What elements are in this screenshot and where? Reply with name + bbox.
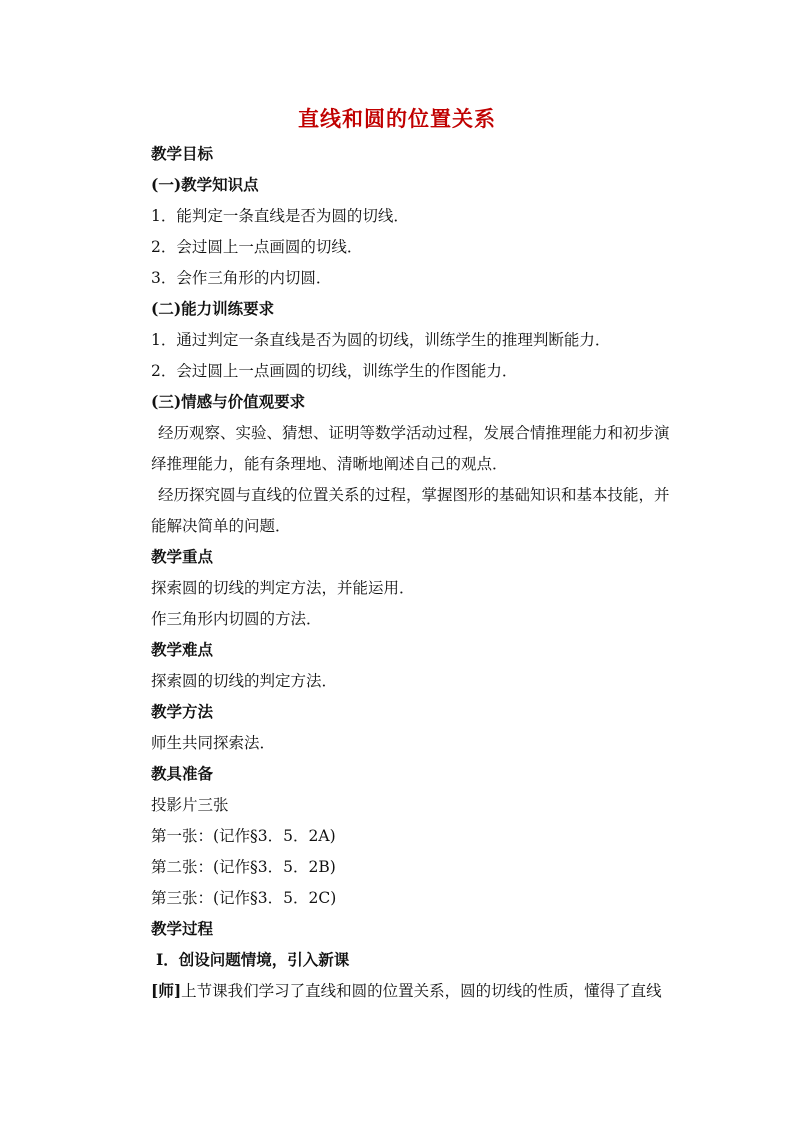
heading-values-requirements: (三)情感与价值观要求 xyxy=(151,392,306,411)
paragraph-line: 经历探究圆与直线的位置关系的过程，掌握图形的基础知识和基本技能，并 xyxy=(127,486,670,504)
list-item: 2．会过圆上一点画圆的切线，训练学生的作图能力． xyxy=(151,362,518,380)
heading-key-points: 教学重点 xyxy=(151,547,214,566)
speaker-tag: [师] xyxy=(151,981,182,1000)
paragraph-line: 第一张：(记作§3．5．2A) xyxy=(151,827,336,845)
paragraph-line: 第二张：(记作§3．5．2B) xyxy=(151,858,336,876)
heading-teaching-goals: 教学目标 xyxy=(151,144,214,163)
paragraph-line xyxy=(151,980,681,1002)
list-item: 3．会作三角形的内切圆． xyxy=(151,269,332,287)
paragraph-line: 师生共同探索法． xyxy=(151,734,276,752)
list-item: 2．会过圆上一点画圆的切线． xyxy=(151,238,363,256)
paragraph-line: 探索圆的切线的判定方法． xyxy=(151,672,338,690)
list-item: 1．能判定一条直线是否为圆的切线． xyxy=(151,207,409,225)
heading-teaching-process: 教学过程 xyxy=(151,919,214,938)
heading-difficult-points: 教学难点 xyxy=(151,640,214,659)
document-title: 直线和圆的位置关系 xyxy=(298,106,496,131)
section-heading: Ⅰ．创设问题情境，引入新课 xyxy=(156,950,350,969)
heading-teaching-aids: 教具准备 xyxy=(151,764,214,783)
paragraph-line: 探索圆的切线的判定方法，并能运用． xyxy=(151,579,415,597)
list-item: 1．通过判定一条直线是否为圆的切线，训练学生的推理判断能力． xyxy=(151,331,611,349)
heading-knowledge-points: (一)教学知识点 xyxy=(151,175,259,194)
paragraph-line: 第三张：(记作§3．5．2C) xyxy=(151,889,337,907)
heading-teaching-method: 教学方法 xyxy=(151,702,214,721)
paragraph-line: 投影片三张 xyxy=(151,796,229,814)
paragraph-line: 能解决简单的问题． xyxy=(151,517,291,535)
paragraph-line: 作三角形内切圆的方法． xyxy=(151,610,322,628)
paragraph-line: 绎推理能力，能有条理地、清晰地阐述自己的观点． xyxy=(151,455,508,473)
speaker-text: 上节课我们学习了直线和圆的位置关系，圆的切线的性质，懂得了直线 xyxy=(181,982,662,1000)
paragraph-line: 经历观察、实验、猜想、证明等数学活动过程，发展合情推理能力和初步演 xyxy=(127,424,670,442)
heading-ability-requirements: (二)能力训练要求 xyxy=(151,299,275,318)
